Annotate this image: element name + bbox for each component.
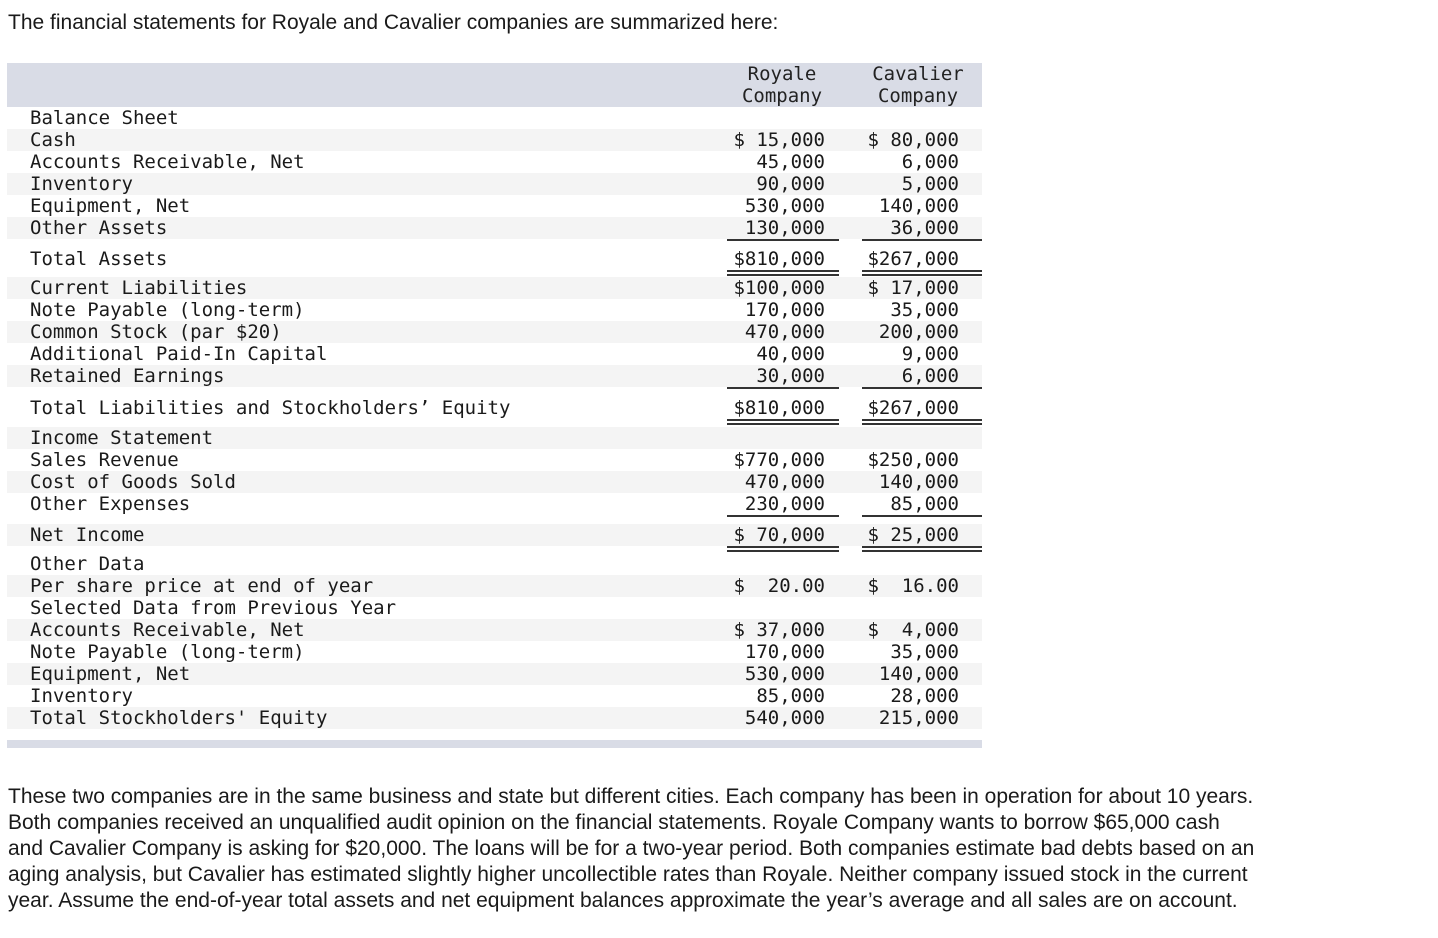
royale-header-line2: Company xyxy=(741,85,823,107)
royale-value: 470,000 xyxy=(744,471,825,493)
section-heading-other-data xyxy=(7,553,982,575)
royale-value: $ 15,000 xyxy=(733,129,825,151)
cavalier-column-header xyxy=(865,63,971,107)
royale-value: 45,000 xyxy=(756,151,825,173)
paragraph-line: year. Assume the end-of-year total assets and net equipment balances approximate the year’s average and all sales are on account. xyxy=(8,889,1238,912)
cavalier-value: $ 80,000 xyxy=(867,129,959,151)
row-label: Note Payable (long-term) xyxy=(30,641,305,663)
cavalier-value: 35,000 xyxy=(890,299,959,321)
table-row-common-stock xyxy=(7,321,982,343)
description-paragraph xyxy=(8,784,1428,914)
cavalier-value: $267,000 xyxy=(867,397,959,419)
table-row-retained-earnings xyxy=(7,365,982,387)
royale-value: 130,000 xyxy=(744,217,825,239)
row-label: Balance Sheet xyxy=(30,107,179,129)
table-row-total-assets xyxy=(7,248,982,270)
row-label: Accounts Receivable, Net xyxy=(30,619,305,641)
cavalier-header-line1: Cavalier xyxy=(872,63,964,85)
cavalier-value: 5,000 xyxy=(901,173,959,195)
subtotal-rule xyxy=(727,387,839,389)
total-double-rule xyxy=(862,546,982,552)
royale-value: 530,000 xyxy=(744,663,825,685)
row-label: Sales Revenue xyxy=(30,449,179,471)
row-label: Other Assets xyxy=(30,217,168,239)
cavalier-value: $ 17,000 xyxy=(867,277,959,299)
subtotal-rule xyxy=(862,387,982,389)
row-label: Common Stock (par $20) xyxy=(30,321,282,343)
paragraph-line: These two companies are in the same business and state but different cities. Each company has been in operation for about 10 years. xyxy=(8,785,1254,808)
table-row-other-assets xyxy=(7,217,982,239)
row-label: Cost of Goods Sold xyxy=(30,471,236,493)
table-row-cost-of-goods-sold xyxy=(7,471,982,493)
royale-value: 30,000 xyxy=(756,365,825,387)
royale-value: $ 70,000 xyxy=(733,524,825,546)
cavalier-value: 36,000 xyxy=(890,217,959,239)
cavalier-value: $ 16.00 xyxy=(867,575,959,597)
royale-column-header xyxy=(732,63,832,107)
cavalier-value: $267,000 xyxy=(867,248,959,270)
table-row-prev-inventory xyxy=(7,685,982,707)
royale-value: $810,000 xyxy=(733,248,825,270)
row-label: Other Expenses xyxy=(30,493,191,515)
subtotal-rule xyxy=(862,239,982,241)
royale-value: $ 37,000 xyxy=(733,619,825,641)
row-label: Inventory xyxy=(30,173,133,195)
subtotal-rule xyxy=(862,515,982,517)
cavalier-value: $ 25,000 xyxy=(867,524,959,546)
cavalier-value: 9,000 xyxy=(901,343,959,365)
subtotal-rule xyxy=(727,239,839,241)
royale-value: $810,000 xyxy=(733,397,825,419)
row-label: Income Statement xyxy=(30,427,214,449)
row-label: Total Assets xyxy=(30,248,168,270)
row-label: Cash xyxy=(30,129,76,151)
royale-header-line1: Royale xyxy=(747,63,817,85)
table-row-prev-stockholders-equity xyxy=(7,707,982,729)
row-label: Net Income xyxy=(30,524,145,546)
row-label: Current Liabilities xyxy=(30,277,248,299)
total-double-rule xyxy=(727,419,839,425)
row-label: Equipment, Net xyxy=(30,195,191,217)
paragraph-line: Both companies received an unqualified audit opinion on the financial statements. Royale Company wants to borrow $65,000 cash xyxy=(8,811,1220,834)
cavalier-value: 6,000 xyxy=(901,365,959,387)
table-header xyxy=(7,63,982,107)
royale-value: 540,000 xyxy=(744,707,825,729)
royale-value: 170,000 xyxy=(744,641,825,663)
paragraph-line: and Cavalier Company is asking for $20,000. The loans will be for a two-year period. Both companies estimate bad debts based on an xyxy=(8,837,1255,860)
paragraph-line: aging analysis, but Cavalier has estimated slightly higher uncollectible rates than Royale. Neither company issued stock in the current xyxy=(8,863,1248,886)
row-label: Retained Earnings xyxy=(30,365,225,387)
cavalier-value: 200,000 xyxy=(878,321,959,343)
row-label: Total Stockholders' Equity xyxy=(30,707,328,729)
table-row-total-liabilities-equity xyxy=(7,397,982,419)
cavalier-value: 85,000 xyxy=(890,493,959,515)
royale-value: 90,000 xyxy=(756,173,825,195)
cavalier-value: 140,000 xyxy=(878,663,959,685)
cavalier-value: 140,000 xyxy=(878,195,959,217)
row-label: Per share price at end of year xyxy=(30,575,374,597)
cavalier-header-line2: Company xyxy=(877,85,959,107)
cavalier-value: 35,000 xyxy=(890,641,959,663)
royale-value: 170,000 xyxy=(744,299,825,321)
row-label: Other Data xyxy=(30,553,145,575)
intro-text: The financial statements for Royale and Cavalier companies are summarized here: xyxy=(8,11,779,34)
row-label: Inventory xyxy=(30,685,133,707)
table-row-other-expenses xyxy=(7,493,982,515)
table-row-net-income xyxy=(7,524,982,546)
row-label: Accounts Receivable, Net xyxy=(30,151,305,173)
table-row-current-liabilities xyxy=(7,277,982,299)
row-label: Equipment, Net xyxy=(30,663,191,685)
royale-value: 230,000 xyxy=(744,493,825,515)
royale-value: $ 20.00 xyxy=(733,575,825,597)
royale-value: 40,000 xyxy=(756,343,825,365)
table-row-sales-revenue xyxy=(7,449,982,471)
cavalier-value: $250,000 xyxy=(867,449,959,471)
cavalier-value: 140,000 xyxy=(878,471,959,493)
table-row-equipment xyxy=(7,195,982,217)
table-footer-bar xyxy=(7,740,982,748)
section-heading-previous-year xyxy=(7,597,982,619)
row-label: Selected Data from Previous Year xyxy=(30,597,397,619)
table-row-inventory xyxy=(7,173,982,195)
row-label: Additional Paid-In Capital xyxy=(30,343,328,365)
table-row-cash xyxy=(7,129,982,151)
table-row-accounts-receivable xyxy=(7,151,982,173)
section-heading-balance-sheet xyxy=(7,107,982,129)
table-row-additional-paid-in-capital xyxy=(7,343,982,365)
subtotal-rule xyxy=(727,515,839,517)
royale-value: $100,000 xyxy=(733,277,825,299)
row-label: Total Liabilities and Stockholders’ Equity xyxy=(30,397,511,419)
total-double-rule xyxy=(727,546,839,552)
total-double-rule xyxy=(727,270,839,276)
row-label: Note Payable (long-term) xyxy=(30,299,305,321)
royale-value: 530,000 xyxy=(744,195,825,217)
total-double-rule xyxy=(862,419,982,425)
section-heading-income-statement xyxy=(7,427,982,449)
total-double-rule xyxy=(862,270,982,276)
table-row-prev-equipment xyxy=(7,663,982,685)
table-row-share-price xyxy=(7,575,982,597)
table-row-prev-accounts-receivable xyxy=(7,619,982,641)
cavalier-value: 28,000 xyxy=(890,685,959,707)
cavalier-value: 6,000 xyxy=(901,151,959,173)
royale-value: 85,000 xyxy=(756,685,825,707)
cavalier-value: 215,000 xyxy=(878,707,959,729)
royale-value: $770,000 xyxy=(733,449,825,471)
table-row-prev-note-payable xyxy=(7,641,982,663)
table-row-note-payable xyxy=(7,299,982,321)
cavalier-value: $ 4,000 xyxy=(867,619,959,641)
royale-value: 470,000 xyxy=(744,321,825,343)
